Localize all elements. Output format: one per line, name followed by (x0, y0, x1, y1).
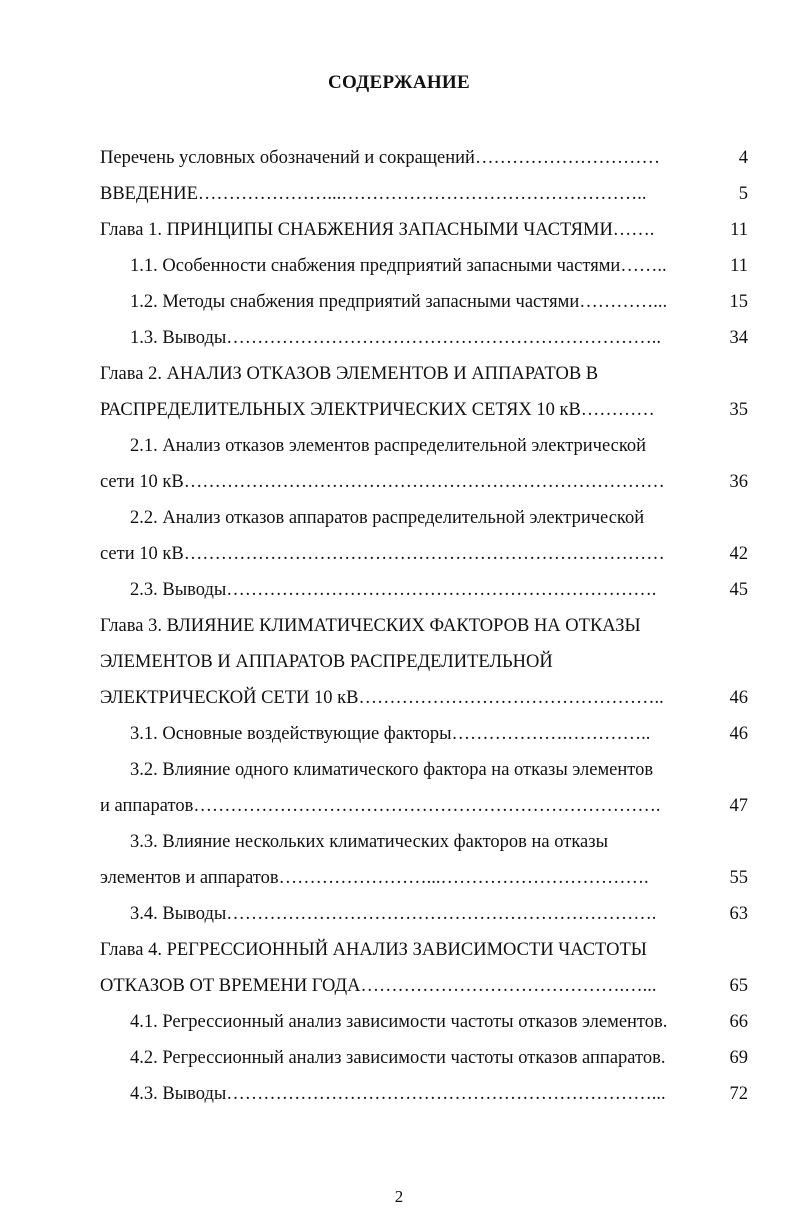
toc-entry-text: 1.2. Методы снабжения предприятий запасными частями…………... (130, 292, 668, 312)
toc-entry-page (698, 613, 748, 639)
toc-entry-page: 11 (730, 220, 748, 240)
toc-entry-text: Глава 2. АНАЛИЗ ОТКАЗОВ ЭЛЕМЕНТОВ И АППАРАТОВ В (100, 364, 599, 384)
toc-entry-page: 45 (729, 580, 748, 600)
toc-entry-page: 46 (729, 688, 748, 708)
toc-entry-page: 65 (729, 976, 748, 996)
toc-entry-text: ЭЛЕМЕНТОВ И АППАРАТОВ РАСПРЕДЕЛИТЕЛЬНОЙ (100, 652, 553, 672)
toc-entry-text: Глава 4. РЕГРЕССИОННЫЙ АНАЛИЗ ЗАВИСИМОСТИ ЧАСТОТЫ (100, 940, 647, 960)
toc-entry-text: 3.2. Влияние одного климатического фактора на отказы элементов (130, 760, 654, 780)
toc-entry-text: Глава 1. ПРИНЦИПЫ СНАБЖЕНИЯ ЗАПАСНЫМИ ЧАСТЯМИ……. (100, 220, 655, 240)
toc-entry-page: 55 (729, 868, 748, 888)
toc-entry-page: 5 (738, 184, 748, 204)
toc-entry-text: 3.3. Влияние нескольких климатических факторов на отказы (130, 832, 609, 852)
page-number: 2 (394, 1187, 404, 1206)
toc-entry-page: 46 (729, 724, 748, 744)
toc-entry-text: ВВЕДЕНИЕ…………………...………………………………………….. (100, 184, 647, 204)
toc-entry-page: 36 (729, 472, 748, 492)
toc-entry-text: 4.1. Регрессионный анализ зависимости частоты отказов элементов. (130, 1012, 668, 1032)
toc-entry-text: РАСПРЕДЕЛИТЕЛЬНЫХ ЭЛЕКТРИЧЕСКИХ СЕТЯХ 10 кВ………… (100, 400, 655, 420)
toc-entry-text: сети 10 кВ…………………………………………………………………… (100, 472, 665, 492)
toc-entry-page (698, 361, 748, 387)
toc-entry-page: 4 (738, 148, 748, 168)
toc-entry-page (698, 649, 748, 675)
toc-entry-text: сети 10 кВ…………………………………………………………………… (100, 544, 665, 564)
toc-entry-text: 4.2. Регрессионный анализ зависимости частоты отказов аппаратов. (130, 1048, 666, 1068)
toc-entry-page: 42 (729, 544, 748, 564)
toc-entry-text: ОТКАЗОВ ОТ ВРЕМЕНИ ГОДА…………………………………….…... (100, 976, 657, 996)
toc-entry-text: 2.1. Анализ отказов элементов распределительной электрической (130, 436, 647, 456)
toc-entry-page (698, 433, 748, 459)
toc-entry-page (698, 937, 748, 963)
toc-entry-page: 66 (729, 1012, 748, 1032)
toc-entry-page: 69 (729, 1048, 748, 1068)
toc-entry-page (698, 505, 748, 531)
toc-entry-text: 2.2. Анализ отказов аппаратов распределительной электрической (130, 508, 645, 528)
toc-entry-page: 11 (730, 256, 748, 276)
toc-entry-page: 34 (729, 328, 748, 348)
toc-entry-page: 63 (729, 904, 748, 924)
toc-entry-text: Глава 3. ВЛИЯНИЕ КЛИМАТИЧЕСКИХ ФАКТОРОВ НА ОТКАЗЫ (100, 616, 641, 636)
toc-entry-text: и аппаратов…………………………………………………………………. (100, 796, 661, 816)
toc-entry-page: 15 (729, 292, 748, 312)
toc-entry-text: 1.3. Выводы…………………………………………………………….. (130, 328, 662, 348)
toc-entry-page (698, 757, 748, 783)
toc-entry-text: 4.3. Выводы……………………………………………………………... (130, 1084, 666, 1104)
toc-entry-text: элементов и аппаратов……………………...……………………………. (100, 868, 649, 888)
toc-entry-text: 1.1. Особенности снабжения предприятий запасными частями…….. (130, 256, 667, 276)
toc-entry-page: 35 (729, 400, 748, 420)
toc-entry-text: Перечень условных обозначений и сокращений………………………… (100, 148, 660, 168)
toc-entry-page: 72 (729, 1084, 748, 1104)
toc-entry-text: 3.1. Основные воздействующие факторы……………….………….. (130, 724, 651, 744)
page-title: СОДЕРЖАНИЕ (328, 72, 470, 93)
toc-entry-text: 3.4. Выводы……………………………………………………………. (130, 904, 657, 924)
toc-entry-page (698, 829, 748, 855)
toc-entry-text: 2.3. Выводы……………………………………………………………. (130, 580, 657, 600)
toc-entry-text: ЭЛЕКТРИЧЕСКОЙ СЕТИ 10 кВ………………………………………….. (100, 688, 664, 708)
toc-entry-page: 47 (729, 796, 748, 816)
